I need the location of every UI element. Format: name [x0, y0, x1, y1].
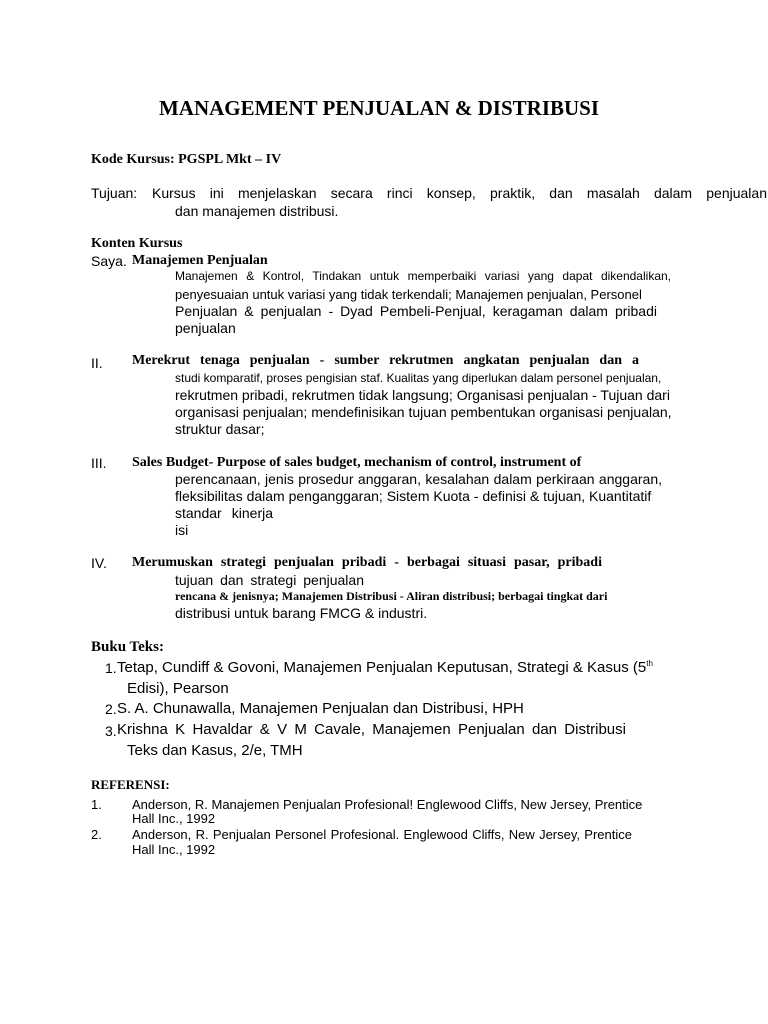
section-3-line-2: fleksibilitas dalam penganggaran; Sistem Kuota - definisi & tujuan, Kuantitatif	[175, 488, 652, 504]
section-3-number: III.	[91, 455, 107, 471]
section-4-title: Merumuskan strategi penjualan pribadi - berbagai situasi pasar, pribadi	[132, 555, 602, 570]
section-3-line-3: standar kinerja	[175, 505, 273, 521]
section-4-line-2: rencana & jenisnya; Manajemen Distribusi - Aliran distribusi; berbagai tingkat dari	[175, 589, 608, 603]
references-heading: REFERENSI:	[91, 777, 170, 792]
textbook-3-line-2: Teks dan Kasus, 2/e, TMH	[127, 742, 303, 759]
section-1-title: Manajemen Penjualan	[132, 253, 268, 268]
section-4-line-1: tujuan dan strategi penjualan	[175, 572, 364, 588]
section-1-line-2: penyesuaian untuk variasi yang tidak terkendali; Manajemen penjualan, Personel	[175, 287, 642, 302]
section-4-line-3: distribusi untuk barang FMCG & industri.	[175, 605, 428, 621]
section-1-line-1: Manajemen & Kontrol, Tindakan untuk memperbaiki variasi yang dapat dikendalikan,	[175, 269, 671, 283]
textbook-1-line-2: Edisi), Pearson	[127, 680, 229, 697]
section-1-line-3: Penjualan & penjualan - Dyad Pembeli-Penjual, keragaman dalam pribadi	[175, 303, 657, 319]
section-4-number: IV.	[91, 555, 107, 571]
objective-label: Tujuan:	[91, 185, 138, 201]
section-2-line-3: organisasi penjualan; mendefinisikan tujuan pembentukan organisasi penjualan,	[175, 404, 672, 420]
section-3-line-1: perencanaan, jenis prosedur anggaran, kesalahan dalam perkiraan anggaran,	[175, 471, 662, 487]
section-2-number: II.	[91, 355, 103, 371]
textbook-3-line-1: Krishna K Havaldar & V M Cavale, Manajemen Penjualan dan Distribusi	[117, 721, 626, 738]
section-1-line-4: penjualan	[175, 320, 236, 336]
reference-1-number: 1.	[91, 797, 102, 812]
textbook-3-number: 3.	[105, 723, 117, 739]
textbooks-heading: Buku Teks:	[91, 639, 164, 655]
document-title: MANAGEMENT PENJUALAN & DISTRIBUSI	[158, 96, 600, 120]
section-3-line-4: isi	[175, 522, 189, 538]
section-3-title: Sales Budget- Purpose of sales budget, mechanism of control, instrument of	[132, 455, 582, 470]
reference-1-line-1: Anderson, R. Manajemen Penjualan Profesional! Englewood Cliffs, New Jersey, Prentice	[132, 797, 643, 812]
section-2-line-2: rekrutmen pribadi, rekrutmen tidak langsung; Organisasi penjualan - Tujuan dari	[175, 387, 670, 403]
reference-1-line-2: Hall Inc., 1992	[132, 811, 216, 826]
objective-line-2: dan manajemen distribusi.	[175, 203, 339, 219]
textbook-1-number: 1.	[105, 660, 117, 676]
reference-2-number: 2.	[91, 827, 102, 842]
course-code: Kode Kursus: PGSPL Mkt – IV	[91, 152, 282, 167]
section-2-line-1: studi komparatif, proses pengisian staf. Kualitas yang diperlukan dalam personel penjualan,	[175, 371, 662, 385]
textbook-2-line-1: S. A. Chunawalla, Manajemen Penjualan dan Distribusi, HPH	[117, 700, 524, 717]
textbook-1-line-1: Tetap, Cundiff & Govoni, Manajemen Penjualan Keputusan, Strategi & Kasus (5th	[117, 659, 653, 676]
reference-2-line-1: Anderson, R. Penjualan Personel Profesional. Englewood Cliffs, New Jersey, Prentice	[132, 827, 632, 842]
content-heading: Konten Kursus	[91, 236, 183, 251]
objective-line-1: Kursus ini menjelaskan secara rinci konsep, praktik, dan masalah dalam penjualan	[152, 185, 767, 201]
section-2-line-4: struktur dasar;	[175, 421, 265, 437]
textbook-2-number: 2.	[105, 701, 117, 717]
section-2-title: Merekrut tenaga penjualan - sumber rekrutmen angkatan penjualan dan a	[132, 353, 639, 368]
section-1-number: Saya.	[91, 253, 127, 269]
reference-2-line-2: Hall Inc., 1992	[132, 842, 216, 857]
